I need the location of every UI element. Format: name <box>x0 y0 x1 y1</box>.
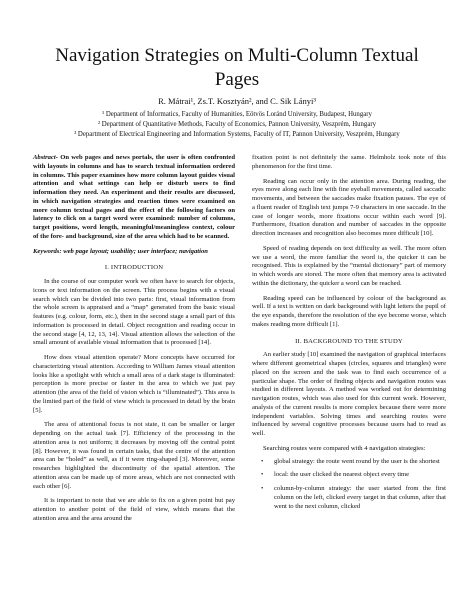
background-paragraph-2: Searching routes were compared with 4 navigation strategies: <box>263 444 426 452</box>
intro-paragraph-3: The area of attentional focus is not state, it can be smaller or larger depending on the actual task [7]. Efficiency of the processing in the attention area is not uniform; it decreases by moving off the central point [8]. However, it was found in certain tasks, that the centre of the attention area can be “holed” as well, as if it were ring-shaped [3]. Moreover, some researches highlighted the discontinuity of the spatial attention. The attention area can be made up of more areas, which are not connected with each other [6]. <box>33 421 235 490</box>
intro-paragraph-4-cont: fixation point is not definitely the same. Helmholz took note of this phenomenon for the first time. <box>252 154 446 170</box>
section-heading-introduction: I. INTRODUCTION <box>104 264 164 272</box>
list-item-text: local: the user clicked the nearest object every time <box>274 471 410 479</box>
intro-paragraph-1: In the course of our computer work we often have to search for objects, icons or text information on the screen. This process begins with a visual search which can be divided into two parts: first, visual information from the whole screen is appraised and a “map” generated from the basic visual features (e.g. colour, form, etc.), then in the second stage a small part of this information is processed in detail. Object recognition and reading occur in the second stage [4, 12, 13, 14]. Visual attention allows the selection of the small amount of available visual information that is processed [14]. <box>33 278 235 347</box>
intro-paragraph-7: Reading speed can be influenced by colour of the background as well. If a text is written on dark background with light letters the pupil of the eye expands, therefore the resolution of the eye become worse, which makes reading more difficult [1]. <box>252 294 446 328</box>
intro-paragraph-2: How does visual attention operate? More concepts have occurred for characterizing visual attention. According to William James visual attention looks like a spotlight with which a small area of a dark stage is illuminated: perception is more precise or faster in the area to which we just pay attention (the area of the field of vision which is “illuminated”). This area is the limited part of the field of view which is processed in detail by the brain [5]. <box>33 354 235 414</box>
strategy-list <box>252 458 446 512</box>
background-paragraph-1: An earlier study [10] examined the navigation of graphical interfaces where different geometrical shapes (circles, squares and triangles) were placed on the screen and the task was to find each occurrence of a particular shape. The order of finding objects and navigation routes was studied in different layouts. A method was worked out for determining navigation routes, which was also used for this current work. However, analysis of the current results is more complex because there were more independent variables. Solving times and searching routes were influenced by several cognitive processes because users had to read as well. <box>252 351 446 437</box>
bullet-icon: • <box>261 471 264 479</box>
section-heading-background: II. BACKGROUND TO THE STUDY <box>295 337 403 345</box>
list-item <box>261 485 446 511</box>
paper-title: Navigation Strategies on Multi-Column Textual Pages <box>55 45 419 90</box>
list-item <box>261 471 446 480</box>
right-column <box>252 154 446 516</box>
affiliation-3: ³ Department of Electrical Engineering and Information Systems, Faculty of IT, Pannon University, Veszprém, Hungary <box>74 131 400 138</box>
abstract <box>33 154 235 242</box>
bullet-icon: • <box>261 457 264 465</box>
list-item <box>261 457 446 467</box>
affiliation-2: ² Department of Quantitative Methods, Faculty of Economics, Pannon University, Veszprém, Hungary <box>97 121 376 128</box>
abstract-text: On web pages and news portals, the user is often confronted with layouts in columns and has to search textual information ordered in columns. This paper examines how more column layout guides visual attention and what settings can help or disturb users to find information they need. An experiment and their results are discussed, in which navigation strategies and reaction times were examined on more column textual pages and the effect of the following factors on latency to click on a target word were examined: number of columns, target positions, word length, meaningful/meaningless context, colour of the fore- and background, size of the area which had to be scanned. <box>33 154 235 240</box>
intro-paragraph-5: Reading can occur only in the attention area. During reading, the eyes move along each line with fine eyeball movements, called saccadic movements, and between the saccades make fixation pauses. The eye of a fluent reader of English text jumps 7-9 characters in one saccade. In the case of longer words, more fixations occur within each word [9]. Furthermore, fixation duration and number of saccades in the opposite direction increases and recognition also becomes more difficult [10]. <box>252 177 446 237</box>
affiliations <box>20 110 454 140</box>
author-list: R. Mátrai¹, Zs.T. Kosztyán², and C. Sik Lányi³ <box>158 96 316 106</box>
list-item-text: global strategy: the route went round by the user is the shortest <box>274 457 440 465</box>
affiliation-1: ¹ Department of Informatics, Faculty of Humanities, Eötvös Loránd University, Budapest, Hungary <box>102 111 372 118</box>
intro-paragraph-6: Speed of reading depends on text difficulty as well. The more often we use a word, the more familiar the word is, the quicker it can be recognised. This is explained by the “mental dictionary” part of memory in which words are stored. The more often that memory area is activated within the dictionary, the quicker a word can be reached. <box>252 244 446 287</box>
intro-paragraph-4: It is important to note that we are able to fix on a given point but pay attention to another point of the field of view, which means that the attention area and the area around the <box>33 497 235 522</box>
bullet-icon: • <box>261 485 264 492</box>
list-item-text: column-by-column strategy: the user started from the first column on the left, clicked every target in that column, after that went to the next column, clicked <box>274 485 446 510</box>
left-column <box>33 154 235 524</box>
abstract-label: Abstract- <box>33 154 58 161</box>
keywords: Keywords: web page layout; usability; user interface; navigation <box>33 247 208 255</box>
